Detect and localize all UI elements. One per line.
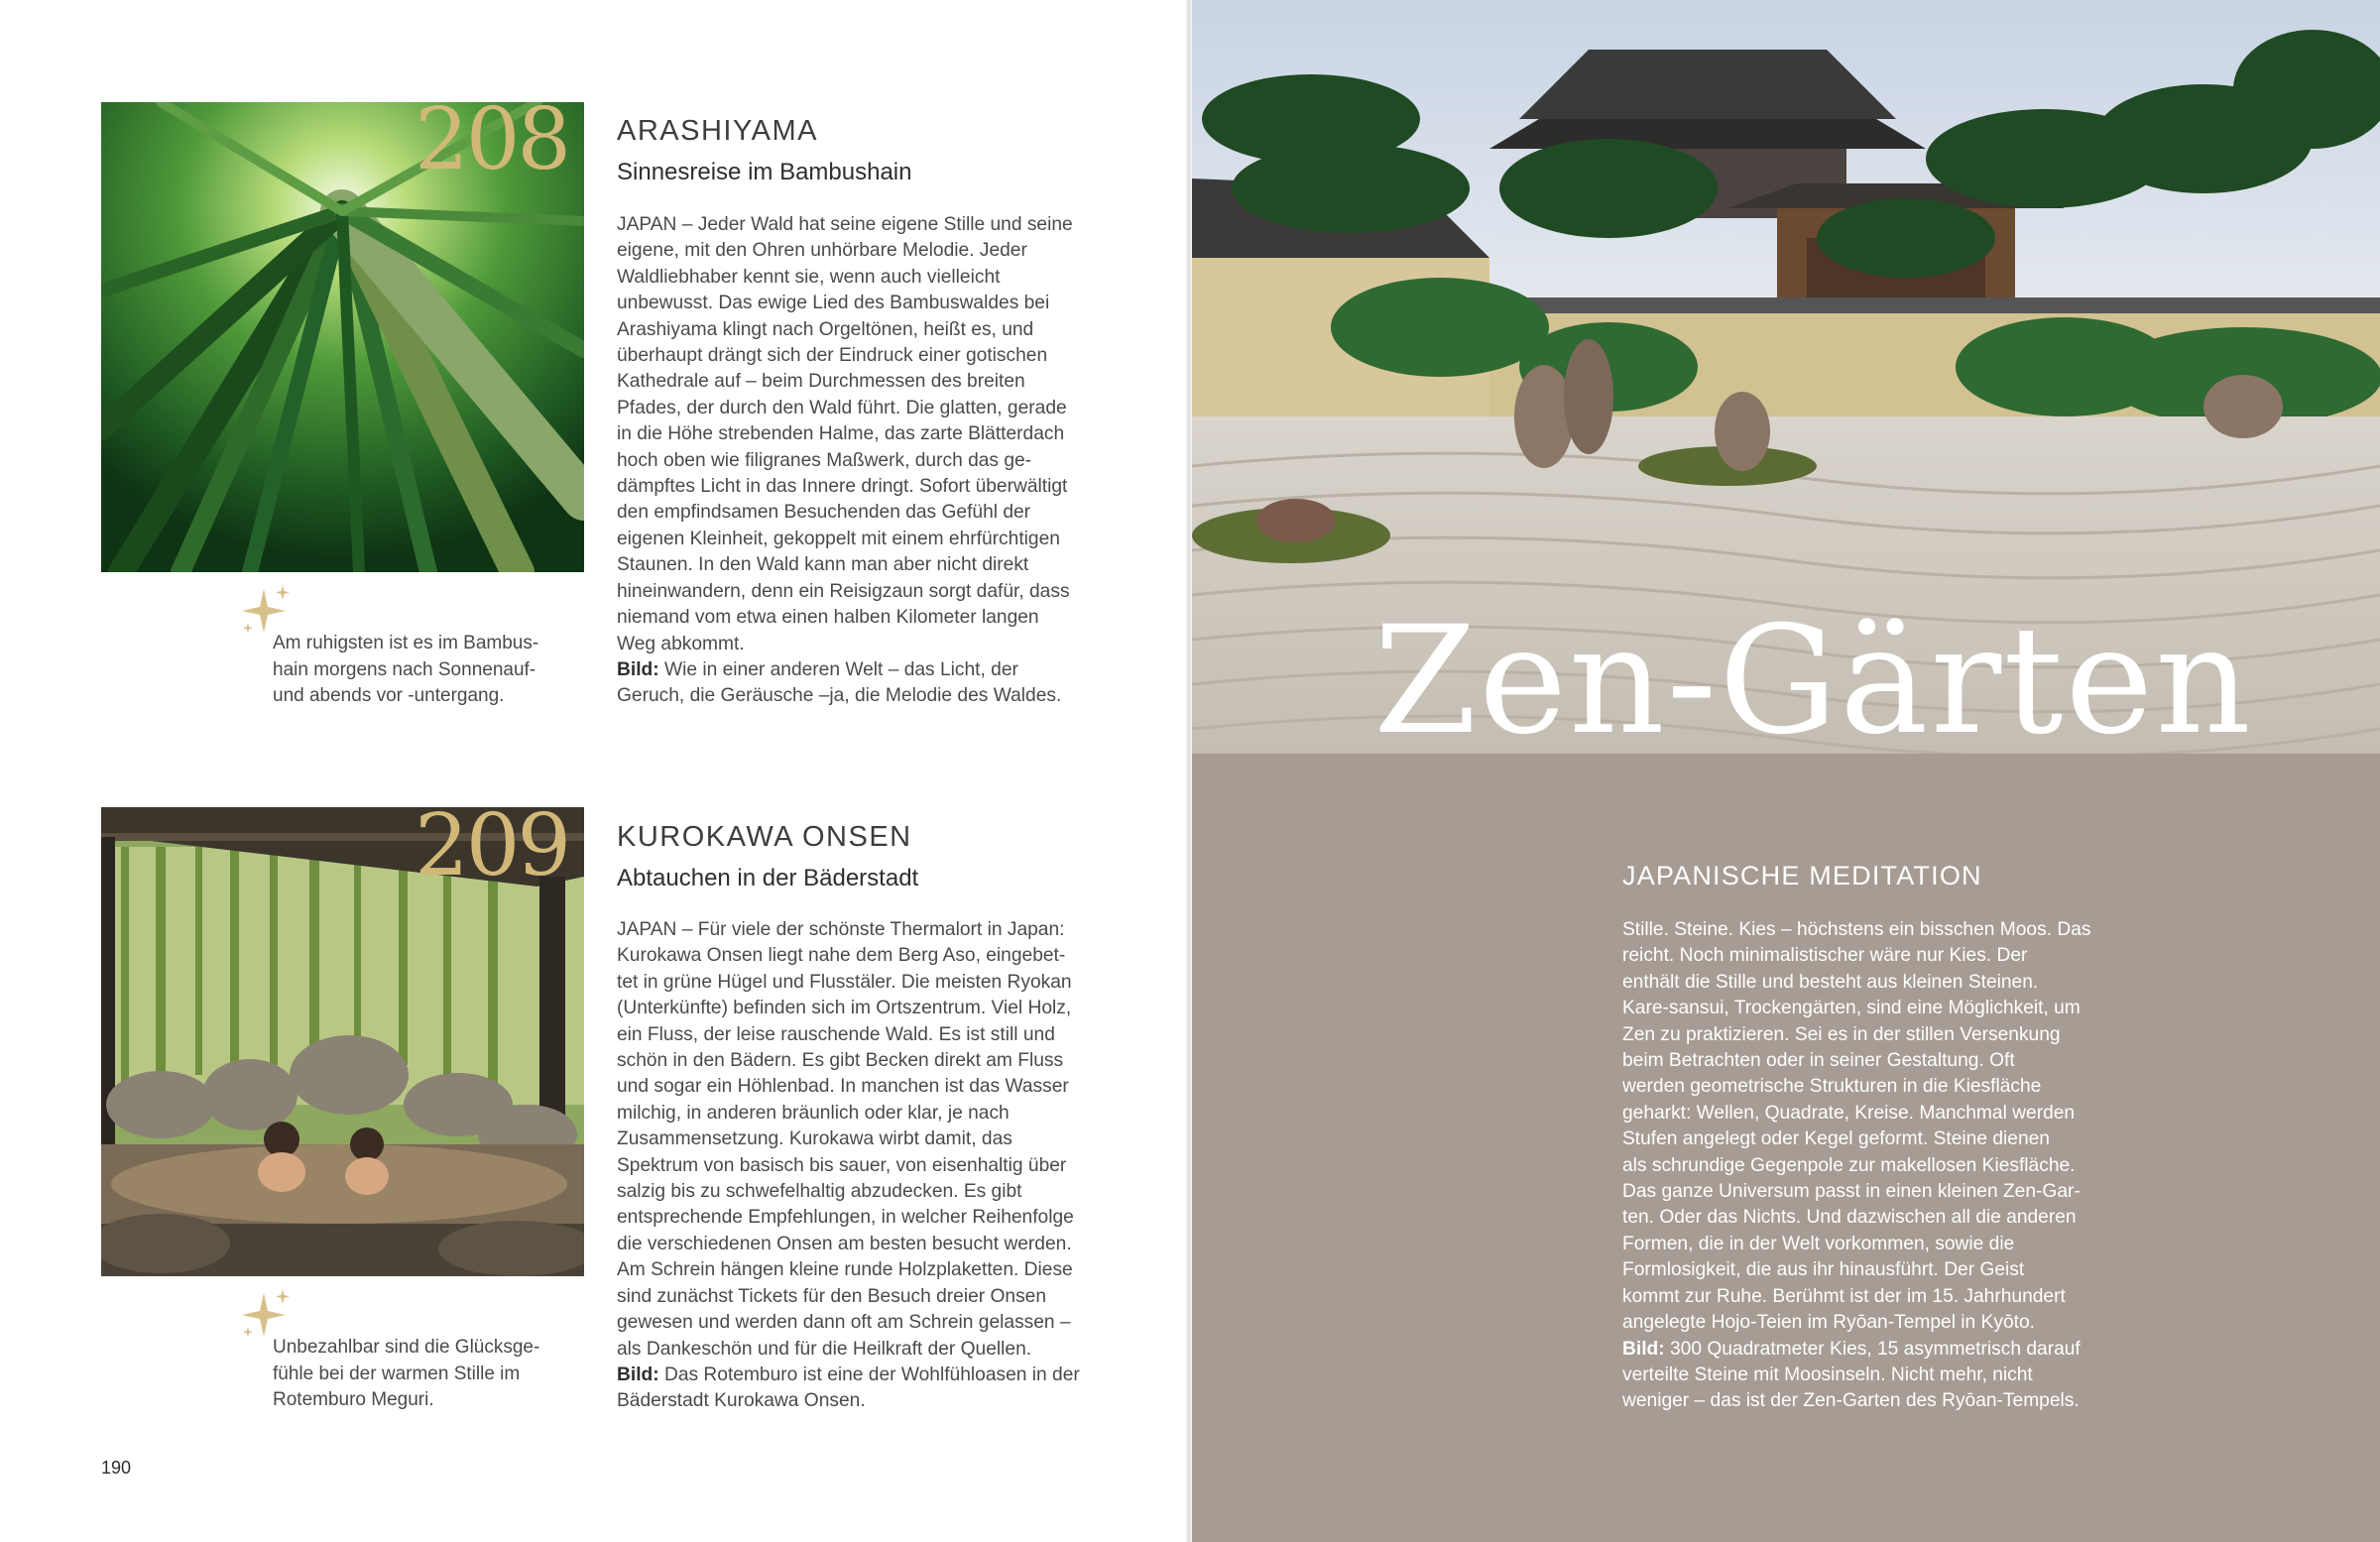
caption-line: Rotemburo Meguri.	[273, 1389, 434, 1410]
body-line: Zen zu praktizieren. Sei es in der stillen Versenkung	[1622, 1023, 2061, 1045]
entry-region-arashiyama: ARASHIYAMA	[617, 115, 819, 147]
body-line: den empfindsamen Besuchenden das Gefühl der	[617, 502, 1031, 524]
body-line: entsprechende Empfehlungen, in welcher Reihenfolge	[617, 1207, 1074, 1229]
bild-label: Bild:	[617, 1364, 659, 1385]
body-line: ten. Oder das Nichts. Und dazwischen all die anderen	[1622, 1207, 2077, 1229]
feature-body	[1622, 917, 2090, 1415]
body-line: Zusammensetzung. Kurokawa wirbt damit, das	[617, 1128, 1012, 1150]
caption-line: fühle bei der warmen Stille im	[273, 1363, 521, 1384]
caption-line: Am ruhigsten ist es im Bambus-	[273, 633, 539, 653]
bild-line: Geruch, die Geräusche –ja, die Melodie des Waldes.	[617, 685, 1062, 707]
body-line: Formen, die in der Welt vorkommen, sowie die	[1622, 1233, 2015, 1254]
body-line: Stille. Steine. Kies – höchstens ein bisschen Moos. Das	[1622, 919, 2091, 940]
caption-line: und abends vor -untergang.	[273, 685, 505, 706]
entry-title-kurokawa-onsen: Abtauchen in der Bäderstadt	[617, 865, 919, 891]
body-line: Am Schrein hängen kleine runde Holzplaketten. Diese	[617, 1259, 1073, 1281]
bild-line	[617, 657, 1073, 683]
body-line: ein Fluss, der leise rauschende Wald. Es ist still und	[617, 1023, 1055, 1045]
body-line: Spektrum von basisch bis sauer, von eisenhaltig über	[617, 1154, 1067, 1176]
feature-heading: JAPANISCHE MEDITATION	[1622, 861, 1982, 890]
bild-label: Bild:	[617, 658, 659, 680]
entry-title-arashiyama: Sinnesreise im Bambushain	[617, 159, 912, 185]
body-line: JAPAN – Für viele der schönste Thermalort in Japan:	[617, 919, 1065, 940]
body-line: reicht. Noch minimalistischer wäre nur Kies. Der	[1622, 945, 2028, 967]
body-line: milchig, in anderen bräunlich oder klar, je nach	[617, 1102, 1010, 1124]
body-line: beim Betrachten oder in seiner Gestaltung. Oft	[1622, 1050, 2015, 1072]
caption-line: hain morgens nach Sonnenauf-	[273, 658, 536, 680]
body-line: Kurokawa Onsen liegt nahe dem Berg Aso, eingebet-	[617, 945, 1066, 967]
body-line: als Dankeschön und für die Heilkraft der Quellen.	[617, 1338, 1032, 1360]
body-line: überhaupt drängt sich der Eindruck einer gotischen	[617, 345, 1048, 367]
body-line: Waldliebhaber kennt sie, wenn auch vielleicht	[617, 266, 1001, 288]
body-line: hoch oben wie filigranes Maßwerk, durch das ge-	[617, 449, 1032, 471]
body-line: sind zunächst Tickets für den Besuch dreier Onsen	[617, 1285, 1047, 1307]
bild-text: Wie in einer anderen Welt – das Licht, der	[658, 658, 1018, 680]
bild-line: Bäderstadt Kurokawa Onsen.	[617, 1390, 866, 1412]
body-line: (Unterkünfte) befinden sich im Ortszentrum. Viel Holz,	[617, 998, 1072, 1019]
body-line: enthält die Stille und besteht aus kleinen Steinen.	[1622, 971, 2039, 993]
entry-number-209: 209	[415, 796, 569, 895]
bild-line: weniger – das ist der Zen-Garten des Ryōan-Tempels.	[1622, 1390, 2080, 1412]
body-line: Arashiyama klingt nach Orgeltönen, heißt es, und	[617, 318, 1034, 340]
bild-text: 300 Quadratmeter Kies, 15 asymmetrisch darauf	[1664, 1338, 2081, 1360]
bild-line: verteilte Steine mit Moosinseln. Nicht mehr, nicht	[1622, 1364, 2033, 1385]
body-line: niemand vom etwa einen halben Kilometer langen	[617, 607, 1039, 629]
body-line: geharkt: Wellen, Quadrate, Kreise. Manchmal werden	[1622, 1102, 2076, 1124]
bild-text: Das Rotemburo ist eine der Wohlfühloasen in der	[658, 1364, 1080, 1385]
body-line: salzig bis zu schwefelhaltig abzudecken. Es gibt	[617, 1181, 1022, 1203]
feature-title: Zen-Gärten	[1373, 595, 2253, 768]
body-line: unbewusst. Das ewige Lied des Bambuswaldes bei	[617, 293, 1050, 314]
bild-line	[617, 1363, 1080, 1388]
bild-line	[1622, 1337, 2090, 1363]
body-line: angelegte Hojo-Teien im Ryōan-Tempel in Kyōto.	[1622, 1312, 2035, 1334]
entry-region-kurokawa-onsen: KUROKAWA ONSEN	[617, 821, 912, 853]
body-line: werden geometrische Strukturen in die Kiesfläche	[1622, 1076, 2042, 1098]
body-line: dämpftes Licht in das Innere dringt. Sofort überwältigt	[617, 476, 1068, 498]
entry-body-arashiyama	[617, 212, 1073, 710]
entry-number-208: 208	[415, 90, 569, 189]
body-line: eigene, mit den Ohren unhörbare Melodie. Jeder	[617, 240, 1027, 262]
body-line: schön in den Bädern. Es gibt Becken direkt am Fluss	[617, 1050, 1064, 1072]
body-line: Stufen angelegt oder Kegel geformt. Steine dienen	[1622, 1128, 2050, 1150]
body-line: gewesen und werden dann oft am Schrein gelassen –	[617, 1312, 1071, 1334]
body-line: JAPAN – Jeder Wald hat seine eigene Stille und seine	[617, 214, 1073, 235]
entry-body-kurokawa-onsen	[617, 917, 1080, 1415]
body-line: Staunen. In den Wald kann man aber nicht direkt	[617, 554, 1029, 576]
body-line: die verschiedenen Onsen am besten besucht werden.	[617, 1233, 1072, 1254]
body-line: Kare-sansui, Trockengärten, sind eine Möglichkeit, um	[1622, 998, 2081, 1019]
body-line: in die Höhe strebenden Halme, das zarte Blätterdach	[617, 423, 1065, 445]
body-line: Formlosigkeit, die aus ihr hinausführt. Der Geist	[1622, 1259, 2025, 1281]
photo-caption-arashiyama	[273, 631, 538, 710]
body-line: Weg abkommt.	[617, 633, 745, 654]
body-line: Pfades, der durch den Wald führt. Die glatten, gerade	[617, 397, 1067, 418]
bild-label: Bild:	[1622, 1338, 1665, 1360]
caption-line: Unbezahlbar sind die Glücksge-	[273, 1337, 540, 1358]
body-line: und sogar ein Höhlenbad. In manchen ist das Wasser	[617, 1076, 1069, 1098]
body-line: Das ganze Universum passt in einen kleinen Zen-Gar-	[1622, 1181, 2081, 1203]
body-line: kommt zur Ruhe. Berühmt ist der im 15. Jahrhundert	[1622, 1285, 2066, 1307]
body-line: eigenen Kleinheit, gekoppelt mit einem ehrfürchtigen	[617, 528, 1060, 549]
photo-caption-kurokawa	[273, 1335, 539, 1414]
body-line: tet in grüne Hügel und Flusstäler. Die meisten Ryokan	[617, 971, 1072, 993]
body-line: hineinwandern, denn ein Reisigzaun sorgt dafür, dass	[617, 580, 1070, 602]
page-number: 190	[101, 1458, 132, 1478]
body-line: Kathedrale auf – beim Durchmessen des breiten	[617, 371, 1025, 393]
body-line: als schrundige Gegenpole zur makellosen Kiesfläche.	[1622, 1154, 2076, 1176]
